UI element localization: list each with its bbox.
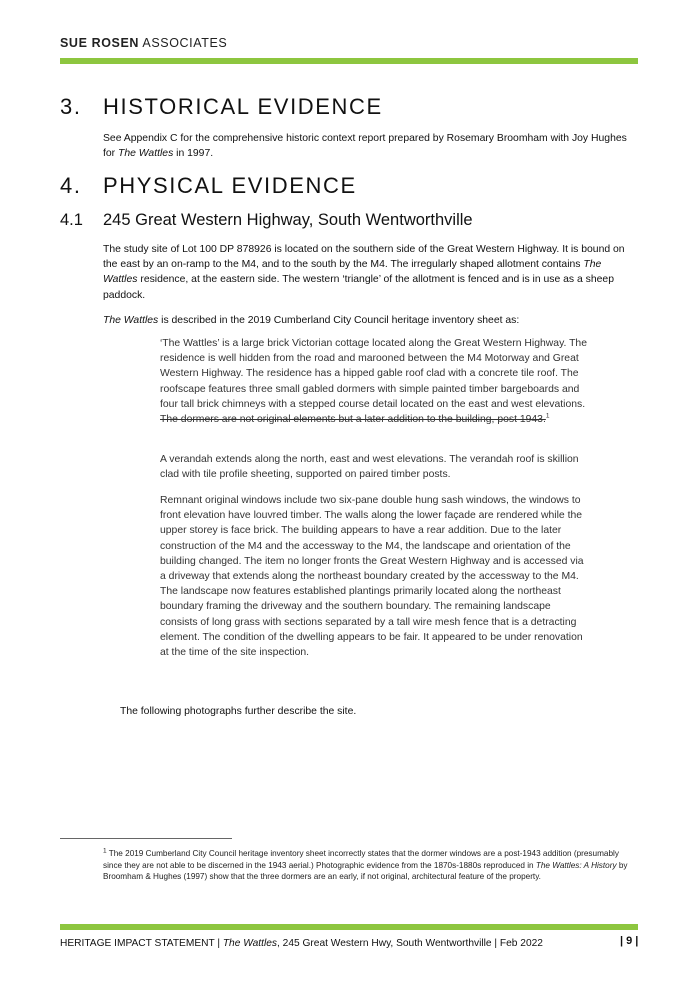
text-run: A verandah extends along the north, east and west elevations. The verandah roof is skillion clad with tile profile sheeting, supported on paired timber posts. <box>160 454 579 481</box>
quote-paragraph-3 <box>160 493 590 660</box>
inventory-intro-paragraph <box>103 313 638 328</box>
text-run: is described in the 2019 Cumberland City Council heritage inventory sheet as: <box>158 315 520 326</box>
text-run: See Appendix C for the comprehensive historic context report prepared by Rosemary Broomham with Joy Hughes for <box>103 133 627 160</box>
italic-title: The Wattles: A History <box>535 860 617 870</box>
text-run: The 2019 Cumberland City Council heritage inventory sheet incorrectly states that the dormer windows are a post-1943 addition (presumably since they are not able to be discerned in the 1943 aerial.) Photographic evidence from the 1870s-1880s reproduced in <box>103 849 619 870</box>
italic-title: The Wattles <box>222 938 277 949</box>
header-rule <box>60 58 638 64</box>
text-run: in 1997. <box>173 148 214 160</box>
text-run: , 245 Great Western Hwy, South Wentworthville | Feb 2022 <box>277 938 543 949</box>
historical-paragraph <box>103 131 638 161</box>
footnote-separator <box>60 838 232 839</box>
footnote-reference[interactable]: 1 <box>545 412 550 420</box>
footnote-marker: 1 <box>103 847 107 855</box>
heading-historical-evidence <box>60 94 383 120</box>
page-number: | 9 | <box>620 935 639 947</box>
text-run: residence, at the eastern side. The western ‘triangle’ of the allotment is fenced and is in use as a sheep paddock. <box>103 274 614 301</box>
italic-title: The Wattles <box>103 315 159 326</box>
footer-rule <box>60 924 638 930</box>
italic-title: The Wattles <box>103 259 602 286</box>
quote-paragraph-1 <box>160 336 590 427</box>
brand-name-bold: SUE ROSEN <box>60 36 140 50</box>
heading-title: HISTORICAL EVIDENCE <box>103 94 383 119</box>
quote-paragraph-2 <box>160 452 590 482</box>
heading-physical-evidence <box>60 173 357 199</box>
text-run: by Broomham & Hughes (1997) show that the three dormers are an early, if not original, architectural feature of the property. <box>103 860 628 882</box>
footer-text <box>60 938 600 949</box>
italic-title: The Wattles <box>118 148 174 160</box>
text-run: ‘The Wattles’ is a large brick Victorian cottage located along the Great Western Highway. The residence is well hidden from the road and marooned between the M4 Motorway and Great Western Highway. The residence has a hipped gable roof clad with a concrete tile roof. The roofscape features three small gabled dormers with simple painted timber bargeboards and four tall brick chimneys with a stepped course detail located on the east and west elevations. <box>160 338 587 410</box>
heading-title: PHYSICAL EVIDENCE <box>103 173 357 198</box>
heading-number: 3. <box>60 94 82 119</box>
closing-paragraph <box>120 704 640 719</box>
subheading-site <box>60 211 473 230</box>
brand-name-rest: ASSOCIATES <box>139 36 228 50</box>
subheading-number: 4.1 <box>60 211 83 229</box>
brand-logo <box>60 36 227 50</box>
text-run: The following photographs further describe the site. <box>120 706 357 717</box>
heading-number: 4. <box>60 173 82 198</box>
site-description-paragraph <box>103 242 638 303</box>
text-run: HERITAGE IMPACT STATEMENT | <box>60 938 223 949</box>
subheading-title: 245 Great Western Highway, South Wentworthville <box>103 211 473 229</box>
text-run: The study site of Lot 100 DP 878926 is located on the southern side of the Great Western Highway. It is bound on the east by an on-ramp to the M4, and to the south by the M4. The irregularly shaped allotment contains <box>103 244 625 271</box>
footnote <box>103 848 633 883</box>
struck-text: The dormers are not original elements but a later addition to the building, post 1943. <box>160 414 546 426</box>
text-run: Remnant original windows include two six-pane double hung sash windows, the windows to front elevation have louvred timber. The walls along the lower façade are rendered while the upper storey is face brick. The building appears to have a rear addition. Due to the later construction of the M4 and the accessway to the M4, the landscape and orientation of the building changed. The item no longer fronts the Great Western Highway and is accessed via a driveway that extends along the northeast boundary created by the accessway to the M4. The landscape now features established plantings primarily located along the northeast boundary framing the driveway and the southern boundary. The remaining landscape consists of long grass with sections separated by a tall wire mesh fence that is a detracting element. The condition of the dwelling appears to be fair. It appeared to be under renovation at the time of the site inspection. <box>160 495 584 659</box>
